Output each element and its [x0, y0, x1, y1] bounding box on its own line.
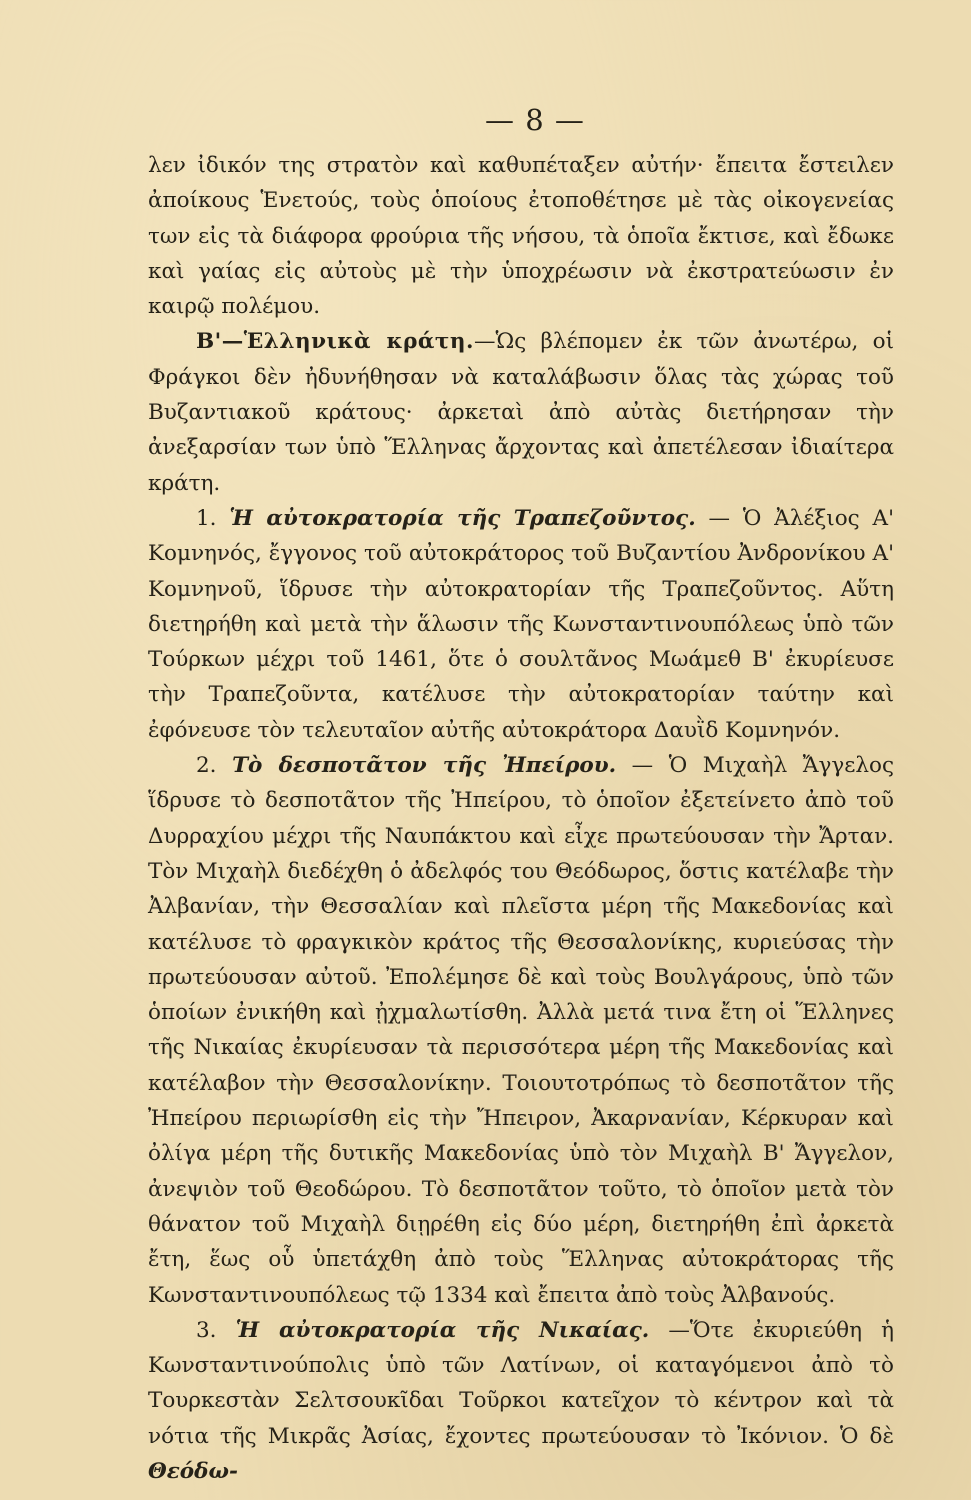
paragraph-greek-states [148, 324, 894, 500]
section-number: 1. [196, 505, 217, 531]
paragraph-nicaea [148, 1313, 894, 1489]
continued-word: Θεόδω- [148, 1458, 238, 1484]
subheading-nicaea: Ἡ αὐτοκρατορία τῆς Νικαίας. [235, 1317, 650, 1343]
paragraph-trebizond [148, 501, 894, 748]
paragraph-epirus [148, 748, 894, 1313]
paragraph-text: —Ὡς βλέπομεν ἐκ τῶν ἀνωτέρω, οἱ Φράγκοι δὲν ἠδυνήθησαν νὰ καταλάβωσιν ὅλας τὰς χώρας τοῦ Βυζαντιακοῦ κράτους· ἀρκεταὶ ἀπὸ αὐτὰς διετήρησαν τὴν ἀνεξαρσίαν των ὑπὸ Ἕλληνας ἄρχοντας καὶ ἀπετέλεσαν ἰδιαίτερα κράτη. [148, 329, 894, 496]
paragraph-crete-conclusion [148, 148, 894, 324]
section-heading-greek-states: Β'—Ἑλληνικὰ κράτη. [196, 329, 475, 355]
subheading-epirus: Τὸ δεσποτᾶτον τῆς Ἠπείρου. [232, 753, 617, 779]
page-number: — 8 — [485, 103, 585, 137]
page-body [148, 148, 894, 1489]
paragraph-text: — Ὁ Μιχαὴλ Ἄγγελος ἵδρυσε τὸ δεσποτᾶτον τῆς Ἠπείρου, τὸ ὁποῖον ἐξετείνετο ἀπὸ τοῦ Δυρραχίου μέχρι τῆς Ναυπάκτου καὶ εἶχε πρωτεύουσαν τὴν Ἄρταν. Τὸν Μιχαὴλ διεδέχθη ὁ ἀδελφός του Θεόδωρος, ὅστις κατέλαβε τὴν Ἀλβανίαν, τὴν Θεσσαλίαν καὶ πλεῖστα μέρη τῆς Μακεδονίας καὶ κατέλυσε τὸ φραγκικὸν κράτος τῆς Θεσσαλονίκης, κυριεύσας τὴν πρωτεύουσαν αὐτοῦ. Ἐπολέμησε δὲ καὶ τοὺς Βουλγάρους, ὑπὸ τῶν ὁποίων ἐνικήθη καὶ ᾐχμαλωτίσθη. Ἀλλὰ μετά τινα ἔτη οἱ Ἕλληνες τῆς Νικαίας ἐκυρίευσαν τὰ περισσότερα μέρη τῆς Μακεδονίας καὶ κατέλαβον τὴν Θεσσαλονίκην. Τοιουτοτρόπως τὸ δεσποτᾶτον τῆς Ἠπείρου περιωρίσθη εἰς τὴν Ἤπειρον, Ἀκαρνανίαν, Κέρκυραν καὶ ὀλίγα μέρη τῆς δυτικῆς Μακεδονίας ὑπὸ τὸν Μιχαὴλ Β' Ἄγγελον, ἀνεψιὸν τοῦ Θεοδώρου. Τὸ δεσποτᾶτον τοῦτο, τὸ ὁποῖον μετὰ τὸν θάνατον τοῦ Μιχαὴλ διῃρέθη εἰς δύο μέρη, διετηρήθη ἐπὶ ἀρκετὰ ἔτη, ἕως οὗ ὑπετάχθη ἀπὸ τοὺς Ἕλληνας αὐτοκράτορας τῆς Κωνσταντινουπόλεως τῷ 1334 καὶ ἔπειτα ἀπὸ τοὺς Ἀλβανούς. [148, 753, 894, 1308]
subheading-trebizond: Ἡ αὐτοκρατορία τῆς Τραπεζοῦντος. [229, 505, 696, 531]
section-number: 3. [196, 1317, 217, 1343]
paragraph-text: — Ὁ Ἀλέξιος Α' Κομνηνός, ἔγγονος τοῦ αὐτοκράτορος τοῦ Βυζαντίου Ἀνδρονίκου Α' Κομνηνοῦ, ἵδρυσε τὴν αὐτοκρατορίαν τῆς Τραπεζοῦντος. Αὕτη διετηρήθη καὶ μετὰ τὴν ἅλωσιν τῆς Κωνσταντινουπόλεως ὑπὸ τῶν Τούρκων μέχρι τοῦ 1461, ὅτε ὁ σουλτᾶνος Μωάμεθ Β' ἐκυρίευσε τὴν Τραπεζοῦντα, κατέλυσε τὴν αὐτοκρατορίαν ταύτην καὶ ἐφόνευσε τὸν τελευταῖον αὐτῆς αὐτοκράτορα Δαυῒδ Κομνηνόν. [148, 505, 894, 743]
section-number: 2. [196, 753, 217, 779]
paragraph-text: —Ὅτε ἐκυριεύθη ἡ Κωνσταντινούπολις ὑπὸ τῶν Λατίνων, οἱ καταγόμενοι ἀπὸ τὸ Τουρκεστὰν Σελτσουκῖδαι Τοῦρκοι κατεῖχον τὸ κέντρον καὶ τὰ νότια τῆς Μικρᾶς Ἀσίας, ἔχοντες πρωτεύουσαν τὸ Ἰκόνιον. Ὁ δὲ [148, 1317, 894, 1449]
paragraph-text: λεν ἰδικόν της στρατὸν καὶ καθυπέταξεν αὐτήν· ἔπειτα ἔστειλεν ἀποίκους Ἑνετούς, τοὺς ὁποίους ἐτοποθέτησε μὲ τὰς οἰκογενείας των εἰς τὰ διάφορα φρούρια τῆς νήσου, τὰ ὁποῖα ἔκτισε, καὶ ἔδωκε καὶ γαίας εἰς αὐτοὺς μὲ τὴν ὑποχρέωσιν νὰ ἐκστρατεύωσιν ἐν καιρῷ πολέμου. [148, 153, 894, 320]
